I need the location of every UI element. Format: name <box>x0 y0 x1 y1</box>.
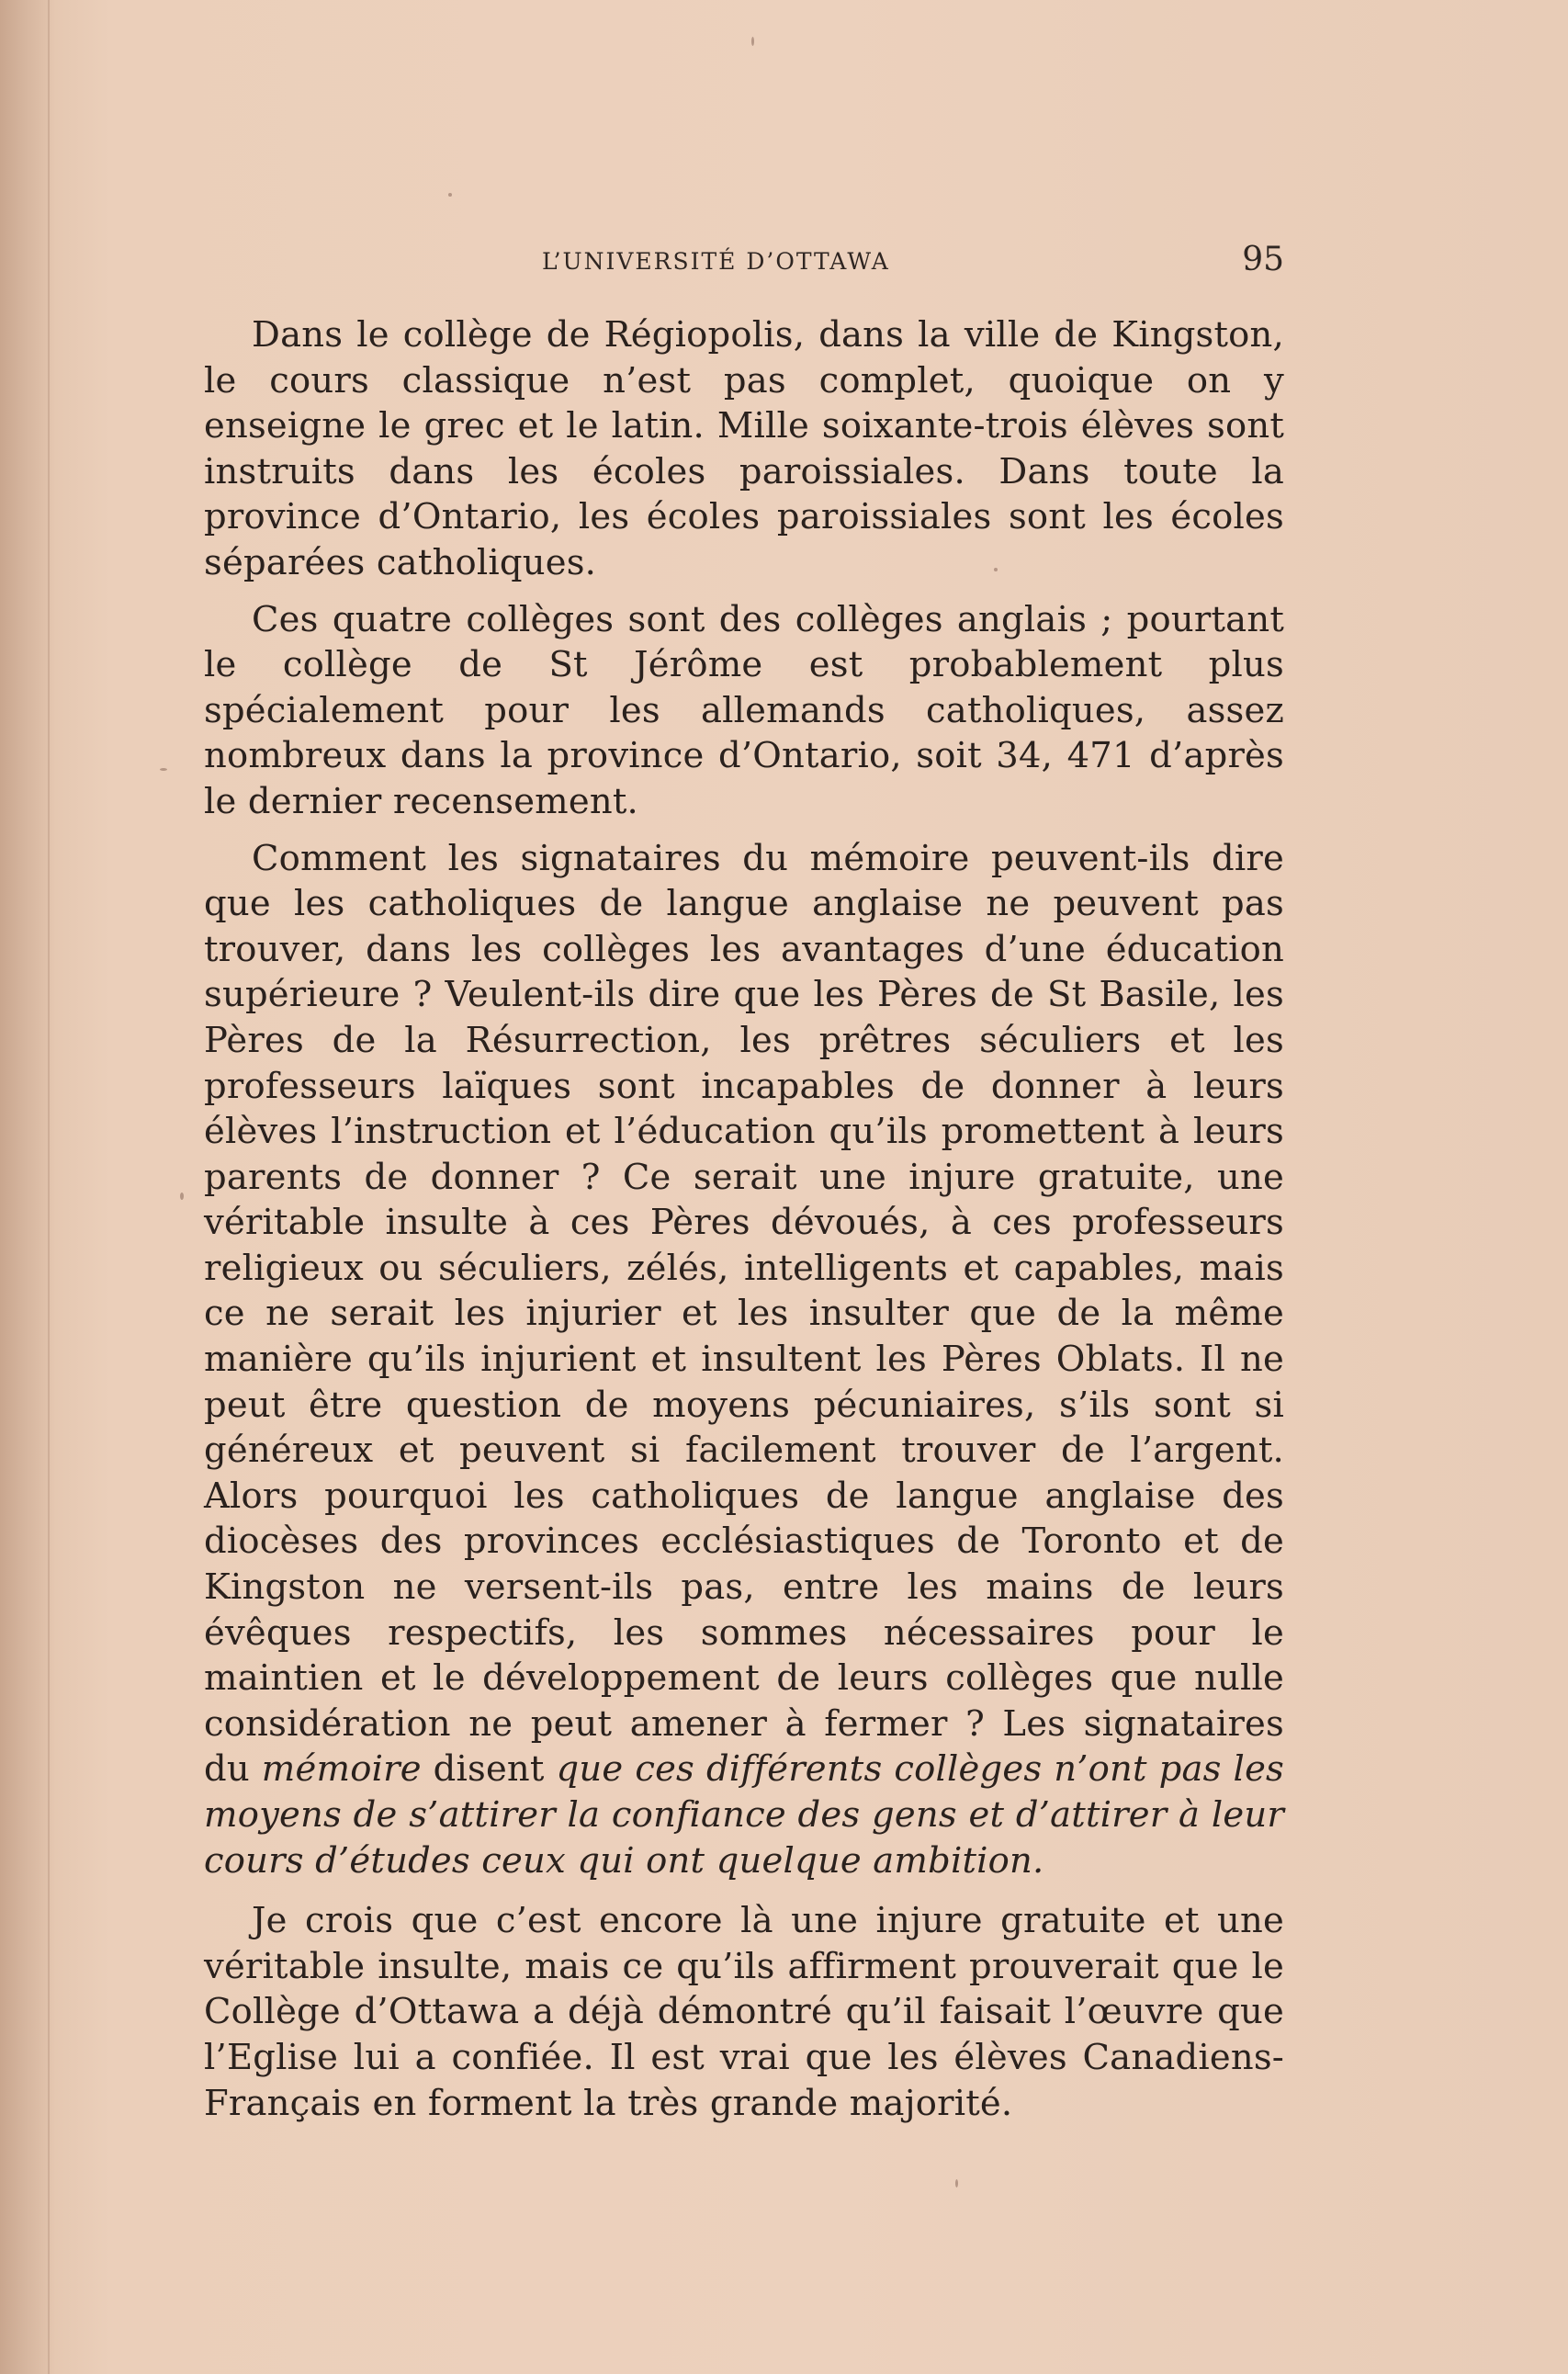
body-text <box>204 312 1284 2137</box>
paragraph-3-italic-memoire: mémoire <box>261 1748 422 1791</box>
paragraph-3-disent: disent <box>421 1748 557 1791</box>
paper-speck <box>448 193 452 197</box>
page-fold-line <box>48 0 50 2374</box>
binding-shadow <box>0 0 55 2374</box>
paper-speck <box>180 1193 184 1200</box>
running-title: L’UNIVERSITÉ D’OTTAWA <box>542 248 890 275</box>
paper-speck <box>160 768 167 771</box>
paper-speck <box>955 2179 958 2187</box>
paragraph-3-italic-quote: que ces différents collèges n’ont pas les moyens de s’attirer la confiance des gens et d’attirer à leur cours d’études ceux qui ont quelque ambition. <box>204 1748 1285 1882</box>
paragraph-3-main: Comment les signataires du mémoire peuvent-ils dire que les catholiques de langue anglaise ne peuvent pas trouver, dans les collèges les avantages d’une éducation supérieure ? Veulent-ils dire que les Pères de St Basile, les Pères de la Résurrection, les prêtres séculiers et les professeurs laïques sont incapables de donner à leurs élèves l’instruction et l’éducation qu’ils promettent à leurs parents de donner ? Ce serait une injure gratuite, une véritable insulte à ces Pères dévoués, à ces professeurs religieux ou séculiers, zélés, intelligents et capables, mais ce ne serait les injurier et les insulter que de la même manière qu’ils injurient et insultent les Pères Oblats. Il ne peut être question de moyens pécuniaires, s’ils sont si généreux et peuvent si facilement trouver de l’argent. Alors pourquoi les catholiques de langue anglaise des diocèses des provinces ecclésiastiques de Toronto et de Kingston ne versent-ils pas, entre les mains de leurs évêques respectifs, les sommes nécessaires pour le maintien et le développement de leurs collèges que nulle considération ne peut amener à fermer ? Les signataires du <box>204 837 1284 1791</box>
paragraph-3 <box>204 836 1284 1884</box>
paper-speck <box>751 37 754 46</box>
page-number: 95 <box>1242 241 1284 278</box>
paragraph-1: Dans le collège de Régiopolis, dans la ville de Kingston, le cours classique n’est pas complet, quoique on y enseigne le grec et le latin. Mille soixante-trois élèves sont instruits dans les écoles paroissiales. Dans toute la province d’Ontario, les écoles paroissiales sont les écoles séparées catholiques. <box>204 314 1284 583</box>
paragraph-4: Je crois que c’est encore là une injure gratuite et une véritable insulte, mais ce qu’ils affirment prouverait que le Collège d’Ottawa a déjà démontré qu’il faisait l’œuvre que l’Eglise lui a confiée. Il est vrai que les élèves Canadiens-Français en forment la très grande majorité. <box>204 1900 1284 2124</box>
paragraph-2: Ces quatre collèges sont des collèges anglais ; pourtant le collège de St Jérôme est probablement plus spécialement pour les allemands catholiques, assez nombreux dans la province d’Ontario, soit 34, 471 d’après le dernier recensement. <box>204 598 1284 822</box>
paper-speck <box>994 568 998 571</box>
running-header <box>204 241 1284 287</box>
